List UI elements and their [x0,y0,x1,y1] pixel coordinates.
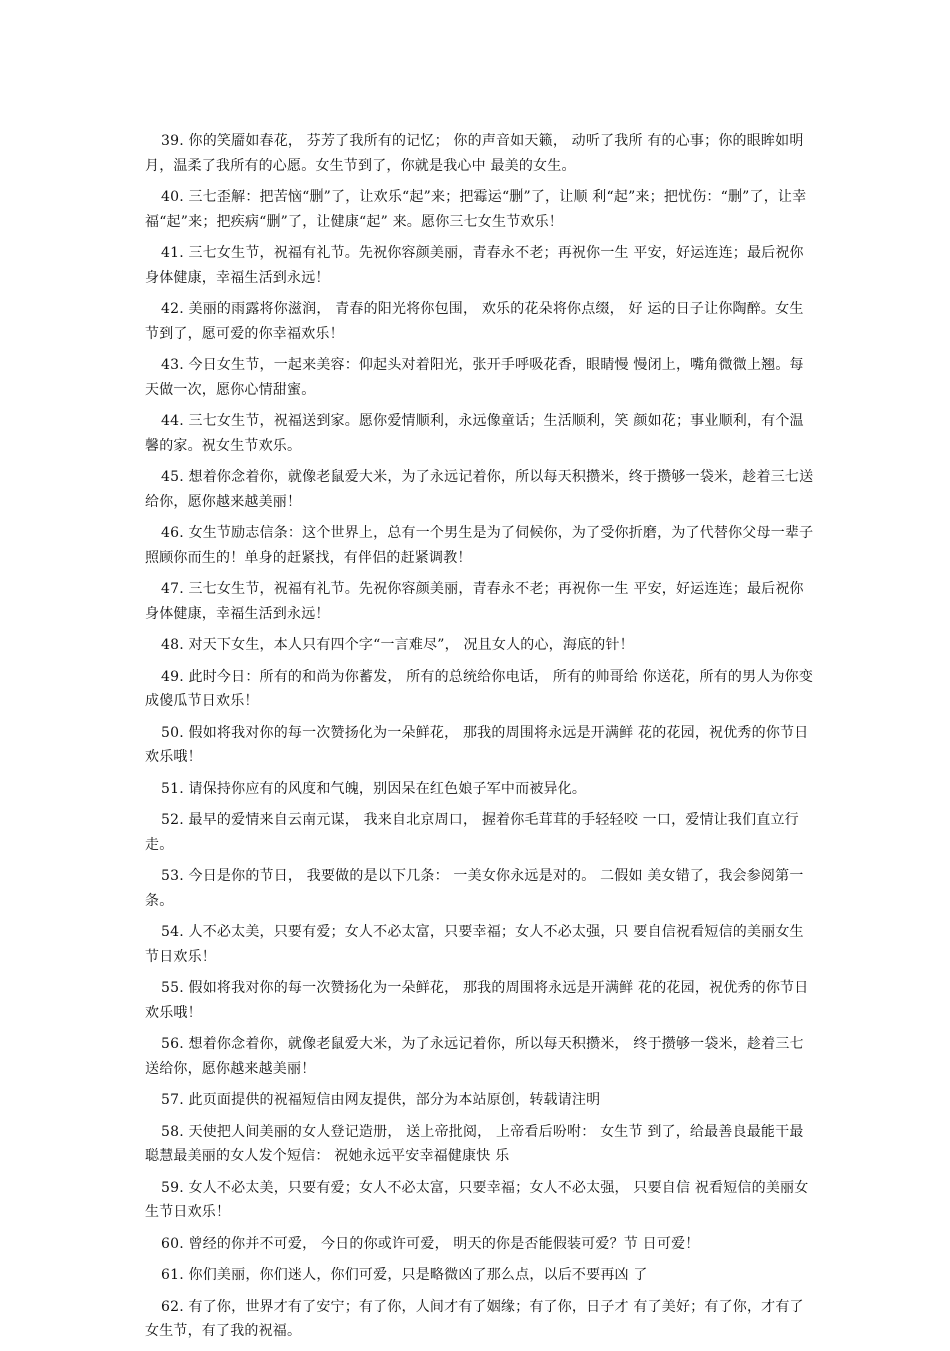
list-item: 58. 天使把人间美丽的女人登记造册， 送上帝批阅， 上帝看后吩咐： 女生节 到了，给最善良最能干最聪慧最美丽的女人发个短信： 祝她永远平安幸福健康快 乐 [145,1123,804,1164]
list-item: 47. 三七女生节，祝福有礼节。先祝你容颜美丽，青春永不老；再祝你一生 平安，好运连连；最后祝你身体健康，幸福生活到永远！ [145,581,804,622]
list-item: 42. 美丽的雨露将你滋润， 青春的阳光将你包围， 欢乐的花朵将你点缀， 好 运的日子让你陶醉。女生节到了，愿可爱的你幸福欢乐！ [145,301,804,342]
list-item: 48. 对天下女生，本人只有四个字“一言难尽”， 况且女人的心，海底的针！ [161,637,634,653]
list-item: 39. 你的笑靥如春花， 芬芳了我所有的记忆； 你的声音如天籁， 动听了我所 有的心事；你的眼眸如明月，温柔了我所有的心愿。女生节到了，你就是我心中 最美的女生。 [145,133,804,174]
list-item: 56. 想着你念着你，就像老鼠爱大米，为了永远记着你，所以每天积攒米， 终于攒够一袋米，趁着三七送给你，愿你越来越美丽！ [145,1036,804,1077]
document-body [145,129,815,1351]
list-item: 54. 人不必太美，只要有爱；女人不必太富，只要幸福；女人不必太强，只 要自信祝看短信的美丽女生节日欢乐！ [145,924,804,965]
list-item: 55. 假如将我对你的每一次赞扬化为一朵鲜花， 那我的周围将永远是开满鲜 花的花园，祝优秀的你节日欢乐哦！ [145,980,809,1021]
list-item: 45. 想着你念着你，就像老鼠爱大米，为了永远记着你，所以每天积攒米，终于攒够一袋米，趁着三七送给你，愿你越来越美丽！ [145,469,814,510]
list-item: 49. 此时今日：所有的和尚为你蓄发， 所有的总统给你电话， 所有的帅哥给 你送花，所有的男人为你变成傻瓜节日欢乐！ [145,668,814,709]
list-item: 61. 你们美丽，你们迷人，你们可爱，只是略微凶了那么点，以后不要再凶 了 [161,1267,648,1283]
list-item: 51. 请保持你应有的风度和气魄，别因呆在红色娘子军中而被异化。 [161,780,587,797]
list-item: 43. 今日女生节，一起来美容：仰起头对着阳光，张开手呼吸花香，眼睛慢 慢闭上，嘴角微微上翘。每天做一次，愿你心情甜蜜。 [145,357,804,398]
list-item: 57. 此页面提供的祝福短信由网友提供，部分为本站原创，转载请注明 [161,1092,601,1108]
list-item: 52. 最早的爱情来自云南元谋， 我来自北京周口， 握着你毛茸茸的手轻轻咬 一口，爱情让我们直立行走。 [145,812,799,853]
list-item: 53. 今日是你的节日， 我要做的是以下几条： 一美女你永远是对的。 二假如 美女错了，我会参阅第一条。 [145,868,804,909]
list-item: 41. 三七女生节，祝福有礼节。先祝你容颜美丽，青春永不老；再祝你一生 平安，好运连连；最后祝你身体健康，幸福生活到永远！ [145,245,804,286]
list-item: 40. 三七歪解：把苦恼“删”了，让欢乐“起”来；把霉运“删”了，让顺 利“起”来；把忧伤：“删”了，让幸福“起”来；把疾病“删”了，让健康“起” 来。愿你三七女生节欢乐！ [145,189,807,230]
list-item: 60. 曾经的你并不可爱， 今日的你或许可爱， 明天的你是否能假装可爱？节 日可爱！ [161,1235,700,1252]
list-item: 44. 三七女生节，祝福送到家。愿你爱情顺利，永远像童话；生活顺利，笑 颜如花；事业顺利，有个温馨的家。祝女生节欢乐。 [145,413,804,454]
list-item: 50. 假如将我对你的每一次赞扬化为一朵鲜花， 那我的周围将永远是开满鲜 花的花园，祝优秀的你节日欢乐哦！ [145,724,809,765]
list-item: 59. 女人不必太美，只要有爱；女人不必太富，只要幸福；女人不必太强， 只要自信 祝看短信的美丽女生节日欢乐！ [145,1179,809,1220]
list-item: 46. 女生节励志信条：这个世界上，总有一个男生是为了伺候你，为了受你折磨，为了代替你父母一辈子照顾你而生的！单身的赶紧找，有伴侣的赶紧调教！ [145,525,814,566]
list-item: 62. 有了你，世界才有了安宁；有了你，人间才有了姻缘；有了你，日子才 有了美好；有了你，才有了女生节，有了我的祝福。 [145,1298,804,1339]
